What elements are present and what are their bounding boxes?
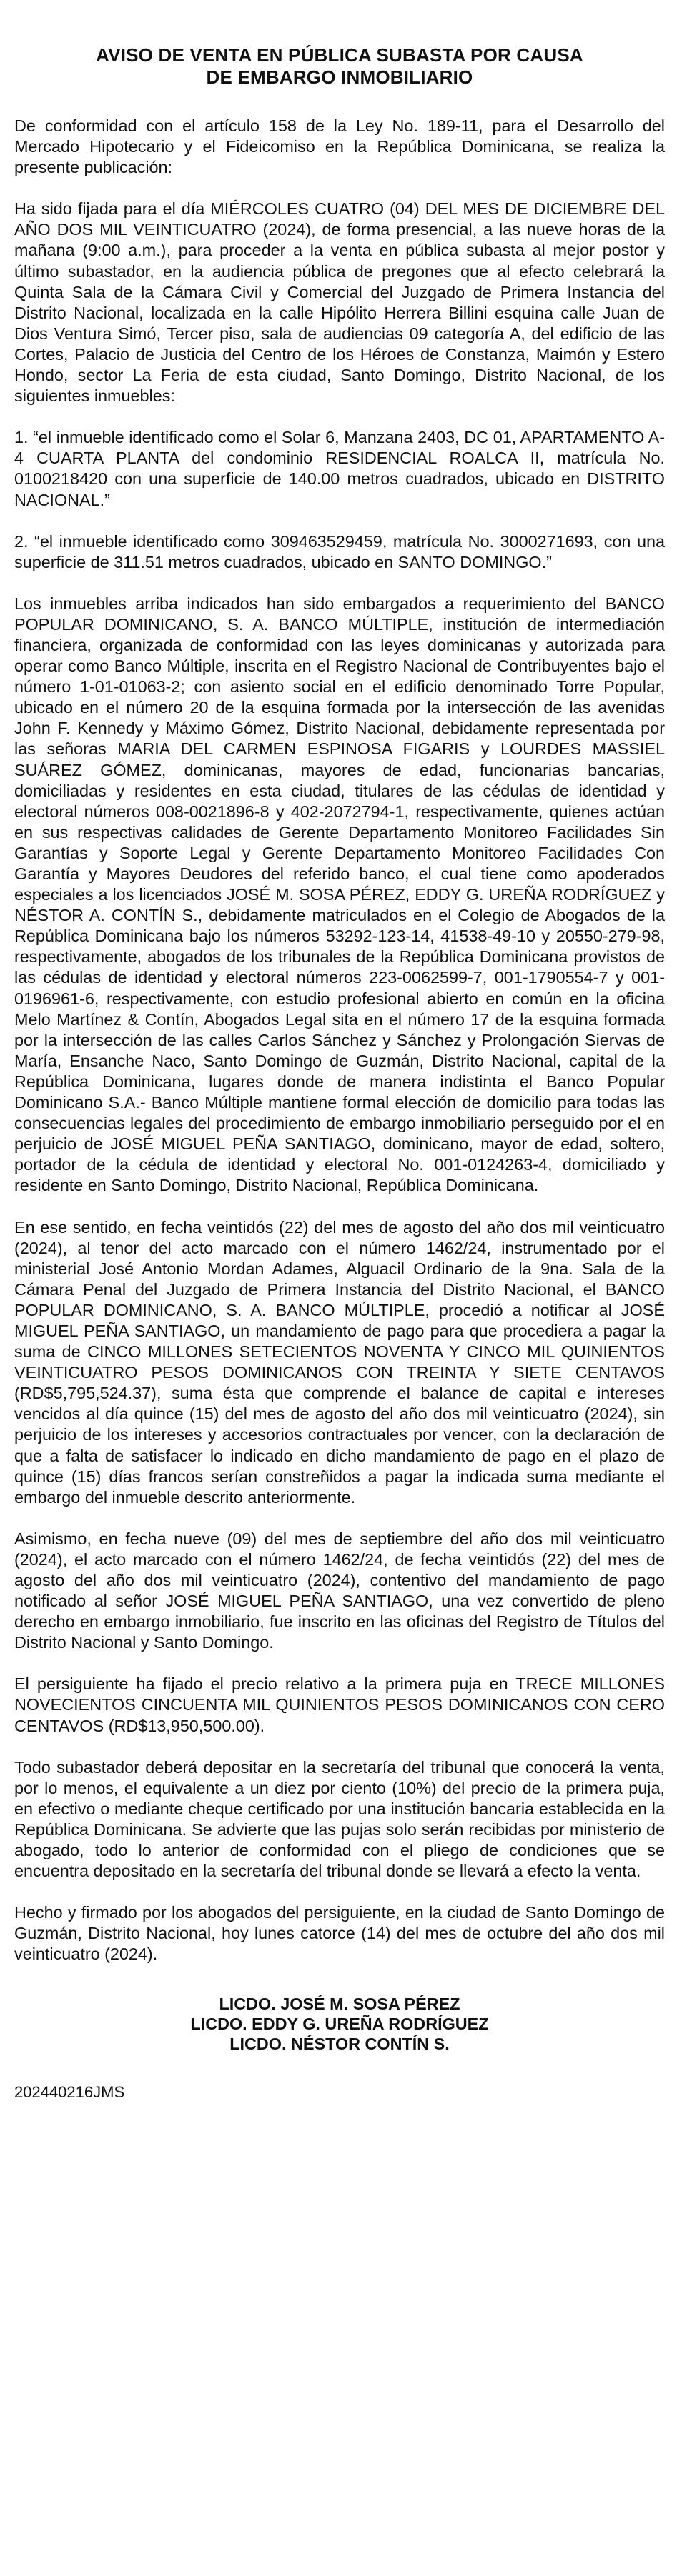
signature-sosa: LICDO. JOSÉ M. SOSA PÉREZ [219,1994,460,2013]
signature-contin: LICDO. NÉSTOR CONTÍN S. [229,2034,450,2053]
notice-title-line-2: DE EMBARGO INMOBILIARIO [206,66,473,88]
reference-code: 202440216JMS [14,2082,125,2101]
signature-block [14,1994,665,2054]
signature-urena: LICDO. EDDY G. UREÑA RODRÍGUEZ [190,2014,489,2033]
notice-title-line-1: AVISO DE VENTA EN PÚBLICA SUBASTA POR CAUSA [96,44,583,66]
payment-order-paragraph: En ese sentido, en fecha veintidós (22) del mes de agosto del año dos mil veinticuatro (2024), al tenor del acto marcado con el número 1462/24, instrumentado por el ministerial José Antonio Mordan Adames, Alguacil Ordinario de la 9na. Sala de la Cámara Penal del Juzgado de Primera Instancia del Distrito Nacional, el BANCO POPULAR DOMINICANO, S. A. BANCO MÚLTIPLE, procedió a notificar al JOSÉ MIGUEL PEÑA SANTIAGO, un mandamiento de pago para que procediera a pagar la suma de CINCO MILLONES SETECIENTOS NOVENTA Y CINCO MIL QUINIENTOS VEINTICUATRO PESOS DOMINICANOS CON TREINTA Y SIETE CENTAVOS (RD$5,795,524.37), suma ésta que comprende el balance de capital e intereses vencidos al día quince (15) del mes de agosto del año dos mil veinticuatro (2024), sin perjuicio de los intereses y accesorios contractuales por vencer, con la declaración de que a falta de satisfacer lo indicado en dicho mandamiento de pago en el plazo de quince (15) días francos serían constreñidos a pagar la indicada suma mediante el embargo del inmueble descrito anteriormente. [14,1217,665,1507]
notice-title [14,44,665,89]
signing-paragraph: Hecho y firmado por los abogados del persiguiente, en la ciudad de Santo Domingo de Guzmán, Distrito Nacional, hoy lunes catorce (14) del mes de octubre del año dos mil veinticuatro (2024). [14,1903,665,1964]
creditor-paragraph: Los inmuebles arriba indicados han sido embargados a requerimiento del BANCO POPULAR DOMINICANO, S. A. BANCO MÚLTIPLE, institución de intermediación financiera, organizada de conformidad con las leyes dominicanas y autorizada para operar como Banco Múltiple, inscrita en el Registro Nacional de Contribuyentes bajo el número 1-01-01063-2; con asiento social en el edificio denominado Torre Popular, ubicado en el número 20 de la esquina formada por la intersección de las avenidas John F. Kennedy y Máximo Gómez, Distrito Nacional, debidamente representada por las señoras MARIA DEL CARMEN ESPINOSA FIGARIS y LOURDES MASSIEL SUÁREZ GÓMEZ, dominicanas, mayores de edad, funcionarias bancarias, domiciliadas y residentes en esta ciudad, titulares de las cédulas de identidad y electoral números 008-0021896-8 y 402-2072794-1, respectivamente, quienes actúan en sus respectivas calidades de Gerente Departamento Monitoreo Facilidades Sin Garantías y Soporte Legal y Gerente Departamento Monitoreo Facilidades Con Garantía y Mayores Deudores del referido banco, el cual tiene como apoderados especiales a los licenciados JOSÉ M. SOSA PÉREZ, EDDY G. UREÑA RODRÍGUEZ y NÉSTOR A. CONTÍN S., debidamente matriculados en el Colegio de Abogados de la República Dominicana bajo los números 53292-123-14, 41538-49-10 y 20550-279-98, respectivamente, abogados de los tribunales de la República Dominicana provistos de las cédulas de identidad y electoral números 223-0062599-7, 001-1790554-7 y 001-0196961-6, respectivamente, con estudio profesional abierto en común en la oficina Melo Martínez & Contín, Abogados Legal sita en el número 17 de la esquina formada por la intersección de las calles Carlos Sánchez y Sánchez y Prolongación Siervas de María, Ensanche Naco, Santo Domingo de Guzmán, Distrito Nacional, capital de la República Dominicana, lugares donde de manera indistinta el Banco Popular Dominicano S.A.- Banco Múltiple mantiene formal elección de domicilio para todas las consecuencias legales del procedimiento de embargo inmobiliario perseguido por el en perjuicio de JOSÉ MIGUEL PEÑA SANTIAGO, dominicano, mayor de edad, soltero, portador de la cédula de identidad y electoral No. 001-0124263-4, domiciliado y residente en Santo Domingo, Distrito Nacional, República Dominicana. [14,594,665,1195]
deposit-requirement-paragraph: Todo subastador deberá depositar en la secretaría del tribunal que conocerá la venta, por lo menos, el equivalente a un diez por ciento (10%) del precio de la primera puja, en efectivo o mediante cheque certificado por una institución bancaria establecida en la República Dominicana. Se advierte que las pujas solo serán recibidas por ministerio de abogado, todo lo anterior de conformidad con el pliego de condiciones que se encuentra depositado en la secretaría del tribunal donde se llevará a efecto la venta. [14,1757,665,1881]
property-2-paragraph: 2. “el inmueble identificado como 309463529459, matrícula No. 3000271693, con una superficie de 311.51 metros cuadrados, ubicado en SANTO DOMINGO.” [14,531,665,571]
first-bid-price-paragraph: El persiguiente ha fijado el precio relativo a la primera puja en TRECE MILLONES NOVECIENTOS CINCUENTA MIL QUINIENTOS PESOS DOMINICANOS CON CERO CENTAVOS (RD$13,950,500.00). [14,1674,665,1735]
registration-paragraph: Asimismo, en fecha nueve (09) del mes de septiembre del año dos mil veinticuatro (2024), el acto marcado con el número 1462/24, de fecha veintidós (22) del mes de agosto del año dos mil veinticuatro (2024), contentivo del mandamiento de pago notificado al señor JOSÉ MIGUEL PEÑA SANTIAGO, una vez convertido de pleno derecho en embargo inmobiliario, fue inscrito en las oficinas del Registro de Títulos del Distrito Nacional y Santo Domingo. [14,1529,665,1652]
auction-date-paragraph: Ha sido fijada para el día MIÉRCOLES CUATRO (04) DEL MES DE DICIEMBRE DEL AÑO DOS MIL VEINTICUATRO (2024), de forma presencial, a las nueve horas de la mañana (9:00 a.m.), para proceder a la venta en pública subasta al mejor postor y último subastador, en la audiencia pública de pregones que al efecto celebrará la Quinta Sala de la Cámara Civil y Comercial del Juzgado de Primera Instancia del Distrito Nacional, localizada en la calle Hipólito Herrera Billini esquina calle Juan de Dios Ventura Simó, Tercer piso, sala de audiencias 09 categoría A, del edificio de las Cortes, Palacio de Justicia del Centro de los Héroes de Constanza, Maimón y Estero Hondo, sector La Feria de esta ciudad, Santo Domingo, Distrito Nacional, de los siguientes inmuebles: [14,199,665,406]
property-1-paragraph: 1. “el inmueble identificado como el Solar 6, Manzana 2403, DC 01, APARTAMENTO A-4 CUARTA PLANTA del condominio RESIDENCIAL ROALCA II, matrícula No. 0100218420 con una superficie de 140.00 metros cuadrados, ubicado en DISTRITO NACIONAL.” [14,428,665,509]
intro-paragraph: De conformidad con el artículo 158 de la Ley No. 189-11, para el Desarrollo del Mercado Hipotecario y el Fideicomiso en la República Dominicana, se realiza la presente publicación: [14,116,665,177]
